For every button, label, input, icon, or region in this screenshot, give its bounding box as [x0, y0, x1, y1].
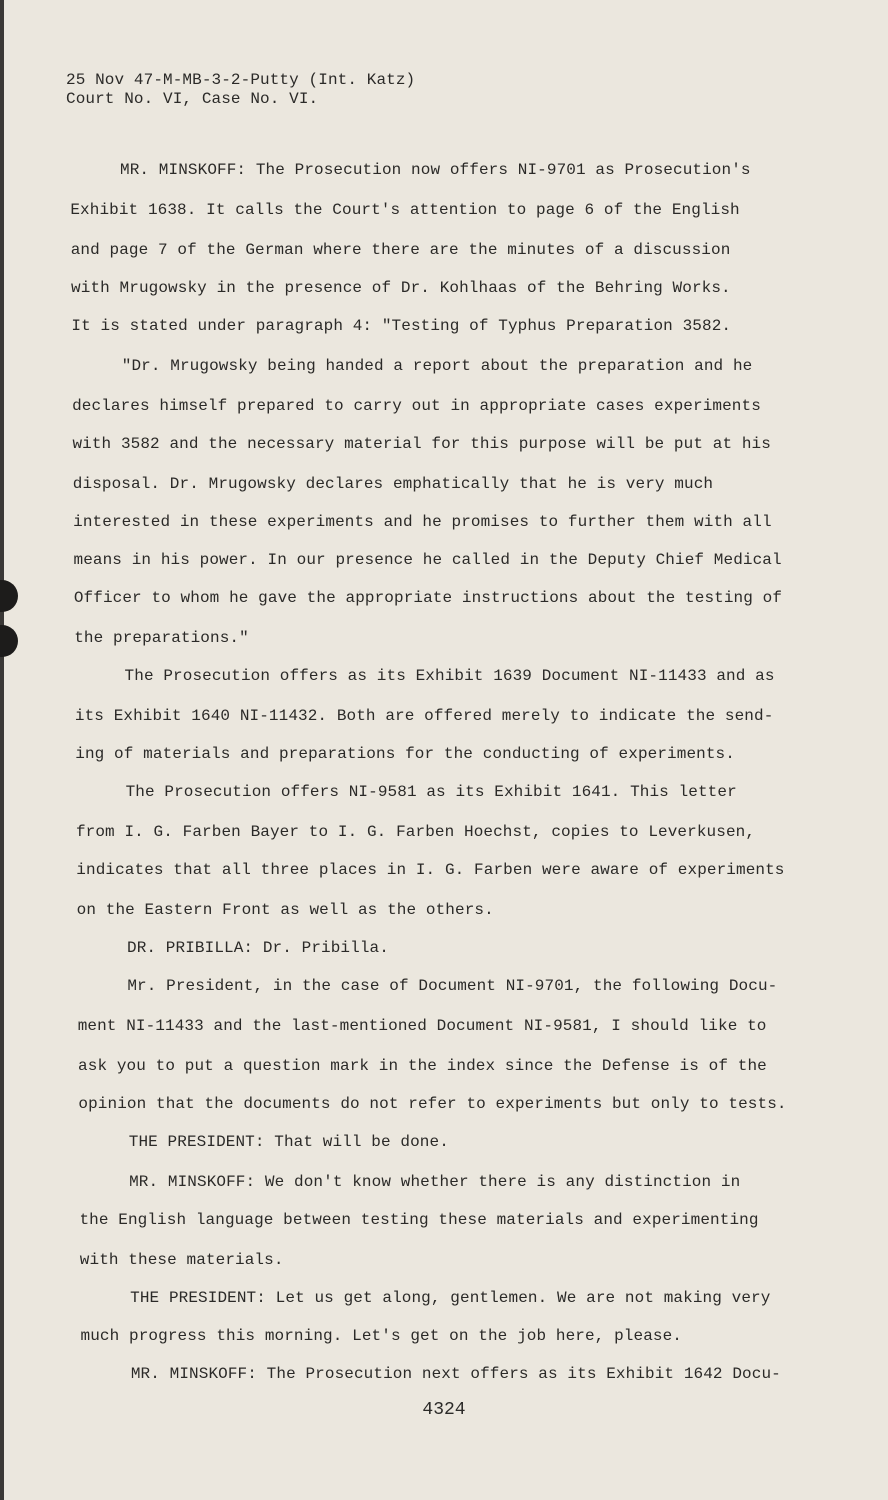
text-line: with 3582 and the necessary material for this purpose will be put at his [72, 435, 771, 453]
page-number: 4324 [422, 1400, 466, 1420]
text-line: the English language between testing these materials and experimenting [79, 1211, 759, 1229]
text-line: the preparations." [74, 629, 249, 647]
text-line: and page 7 of the German where there are the minutes of a discussion [70, 241, 731, 259]
page-edge [0, 0, 4, 1500]
text-line: MR. MINSKOFF: The Prosecution next offers as its Exhibit 1642 Docu- [130, 1365, 781, 1383]
text-line: with these materials. [79, 1251, 284, 1269]
text-line: much progress this morning. Let's get on the job here, please. [80, 1327, 682, 1345]
text-line: disposal. Dr. Mrugowsky declares emphatically that he is very much [72, 475, 714, 493]
header-line-1: 25 Nov 47-M-MB-3-2-Putty (Int. Katz) [66, 71, 416, 89]
text-line: declares himself prepared to carry out in appropriate cases experiments [72, 397, 761, 415]
text-line: DR. PRIBILLA: Dr. Pribilla. [127, 939, 389, 957]
text-line: ment NI-11433 and the last-mentioned Document NI-9581, I should like to [77, 1017, 767, 1035]
text-line: MR. MINSKOFF: We don't know whether there is any distinction in [129, 1173, 741, 1191]
text-line: "Dr. Mrugowsky being handed a report about the preparation and he [121, 357, 753, 375]
text-line: means in his power. In our presence he called in the Deputy Chief Medical [73, 551, 782, 569]
text-line: on the Eastern Front as well as the others. [76, 901, 494, 919]
text-line: interested in these experiments and he promises to further them with all [73, 513, 772, 531]
text-line: with Mrugowsky in the presence of Dr. Kohlhaas of the Behring Works. [71, 279, 731, 297]
text-line: The Prosecution offers as its Exhibit 1639 Document NI-11433 and as [124, 667, 775, 685]
text-line: MR. MINSKOFF: The Prosecution now offers NI-9701 as Prosecution's [120, 161, 751, 179]
text-line: It is stated under paragraph 4: "Testing of Typhus Preparation 3582. [71, 317, 732, 335]
text-line: Exhibit 1638. It calls the Court's attention to page 6 of the English [70, 201, 740, 219]
text-line: Officer to whom he gave the appropriate instructions about the testing of [73, 589, 783, 607]
text-line: The Prosecution offers NI-9581 as its Exhibit 1641. This letter [125, 783, 737, 801]
binder-hole [0, 580, 18, 612]
text-line: Mr. President, in the case of Document NI-9701, the following Docu- [127, 977, 778, 995]
text-line: from I. G. Farben Bayer to I. G. Farben Hoechst, copies to Leverkusen, [75, 823, 756, 841]
text-line: THE PRESIDENT: Let us get along, gentlemen. We are not making very [130, 1289, 771, 1307]
text-line: indicates that all three places in I. G. Farben were aware of experiments [76, 861, 785, 879]
text-line: ask you to put a question mark in the index since the Defense is of the [78, 1057, 767, 1075]
header-line-2: Court No. VI, Case No. VI. [66, 90, 319, 108]
text-line: THE PRESIDENT: That will be done. [128, 1133, 449, 1151]
text-line: its Exhibit 1640 NI-11432. Both are offered merely to indicate the send- [74, 707, 774, 725]
text-line: opinion that the documents do not refer to experiments but only to tests. [78, 1095, 787, 1113]
text-line: ing of materials and preparations for the conducting of experiments. [75, 745, 735, 763]
binder-hole [0, 625, 18, 657]
